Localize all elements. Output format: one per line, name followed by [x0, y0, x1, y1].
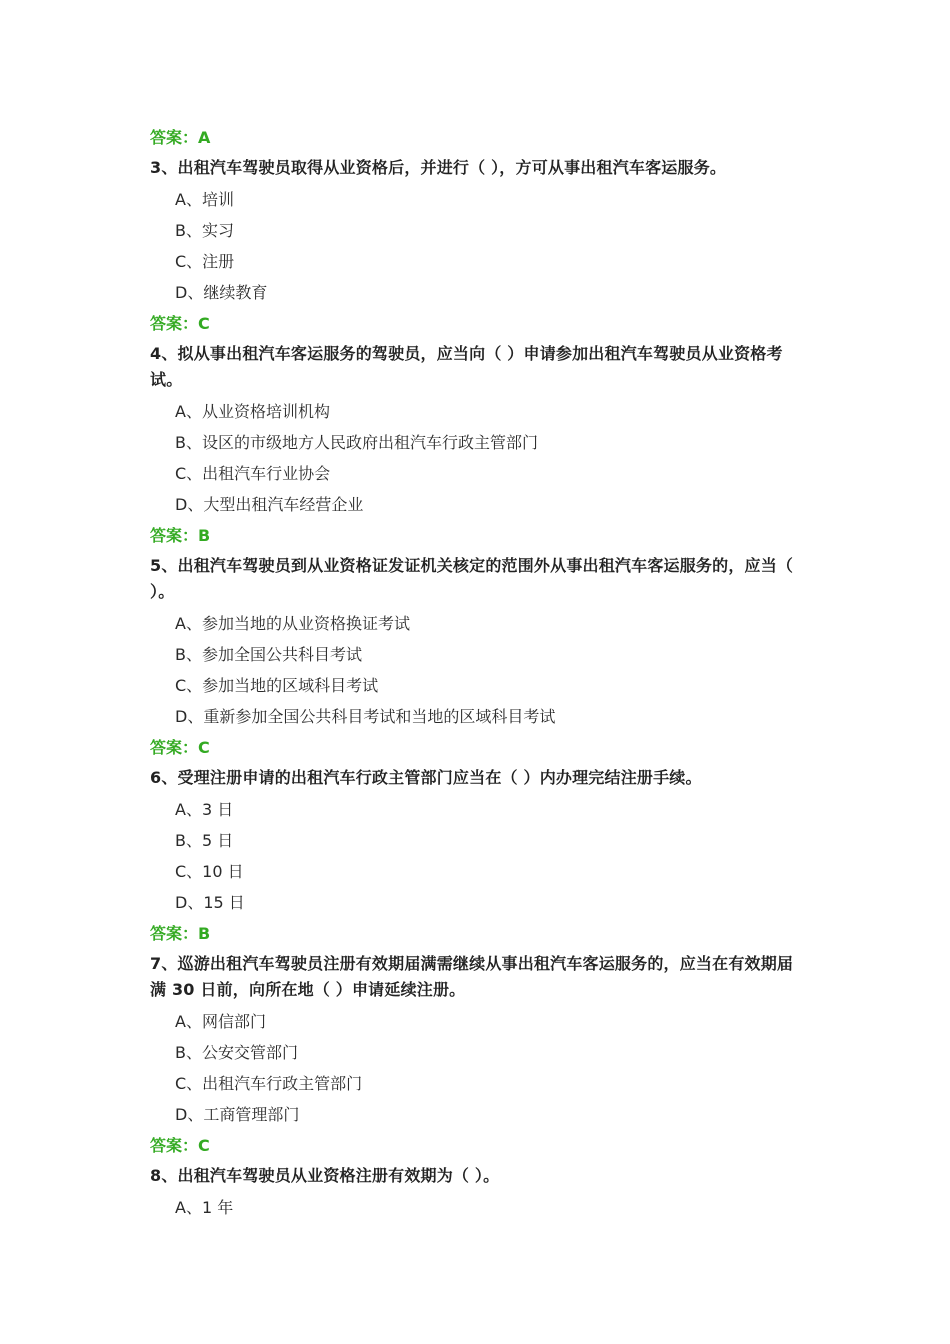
- answer-label: 答案：B: [150, 924, 211, 943]
- question-text: 6、受理注册申请的出租汽车行政主管部门应当在（ ）内办理完结注册手续。: [150, 768, 702, 787]
- option-item: A、3 日: [175, 800, 234, 819]
- option-item: D、大型出租汽车经营企业: [175, 495, 364, 514]
- option-item: C、参加当地的区域科目考试: [175, 676, 379, 695]
- question-text: 5、出租汽车驾驶员到从业资格证发证机关核定的范围外从事出租汽车客运服务的，应当（ ）。: [150, 556, 794, 601]
- question-text: 8、出租汽车驾驶员从业资格注册有效期为（ ）。: [150, 1166, 500, 1185]
- option-item: D、重新参加全国公共科目考试和当地的区域科目考试: [175, 707, 556, 726]
- answer-label: 答案：C: [150, 738, 210, 757]
- option-item: A、1 年: [175, 1198, 234, 1217]
- option-item: C、注册: [175, 252, 235, 271]
- option-item: B、公安交管部门: [175, 1043, 298, 1062]
- question-text: 7、巡游出租汽车驾驶员注册有效期届满需继续从事出租汽车客运服务的，应当在有效期届满 30 日前，向所在地（ ）申请延续注册。: [150, 954, 794, 999]
- option-item: A、从业资格培训机构: [175, 402, 330, 421]
- option-item: B、设区的市级地方人民政府出租汽车行政主管部门: [175, 433, 538, 452]
- option-item: D、继续教育: [175, 283, 268, 302]
- option-item: B、参加全国公共科目考试: [175, 645, 362, 664]
- answer-label: 答案：C: [150, 1136, 210, 1155]
- answer-label: 答案：B: [150, 526, 211, 545]
- document-content: [150, 124, 805, 1225]
- answer-label: 答案：A: [150, 128, 211, 147]
- option-item: A、培训: [175, 190, 234, 209]
- option-item: C、出租汽车行业协会: [175, 464, 331, 483]
- option-item: A、网信部门: [175, 1012, 266, 1031]
- option-item: D、工商管理部门: [175, 1105, 300, 1124]
- option-item: B、实习: [175, 221, 234, 240]
- question-text: 4、拟从事出租汽车客运服务的驾驶员，应当向（ ）申请参加出租汽车驾驶员从业资格考试。: [150, 344, 783, 389]
- answer-label: 答案：C: [150, 314, 210, 333]
- option-item: A、参加当地的从业资格换证考试: [175, 614, 410, 633]
- option-item: C、10 日: [175, 862, 244, 881]
- question-text: 3、出租汽车驾驶员取得从业资格后，并进行（ ），方可从事出租汽车客运服务。: [150, 158, 727, 177]
- option-item: C、出租汽车行政主管部门: [175, 1074, 363, 1093]
- option-item: B、5 日: [175, 831, 234, 850]
- option-item: D、15 日: [175, 893, 245, 912]
